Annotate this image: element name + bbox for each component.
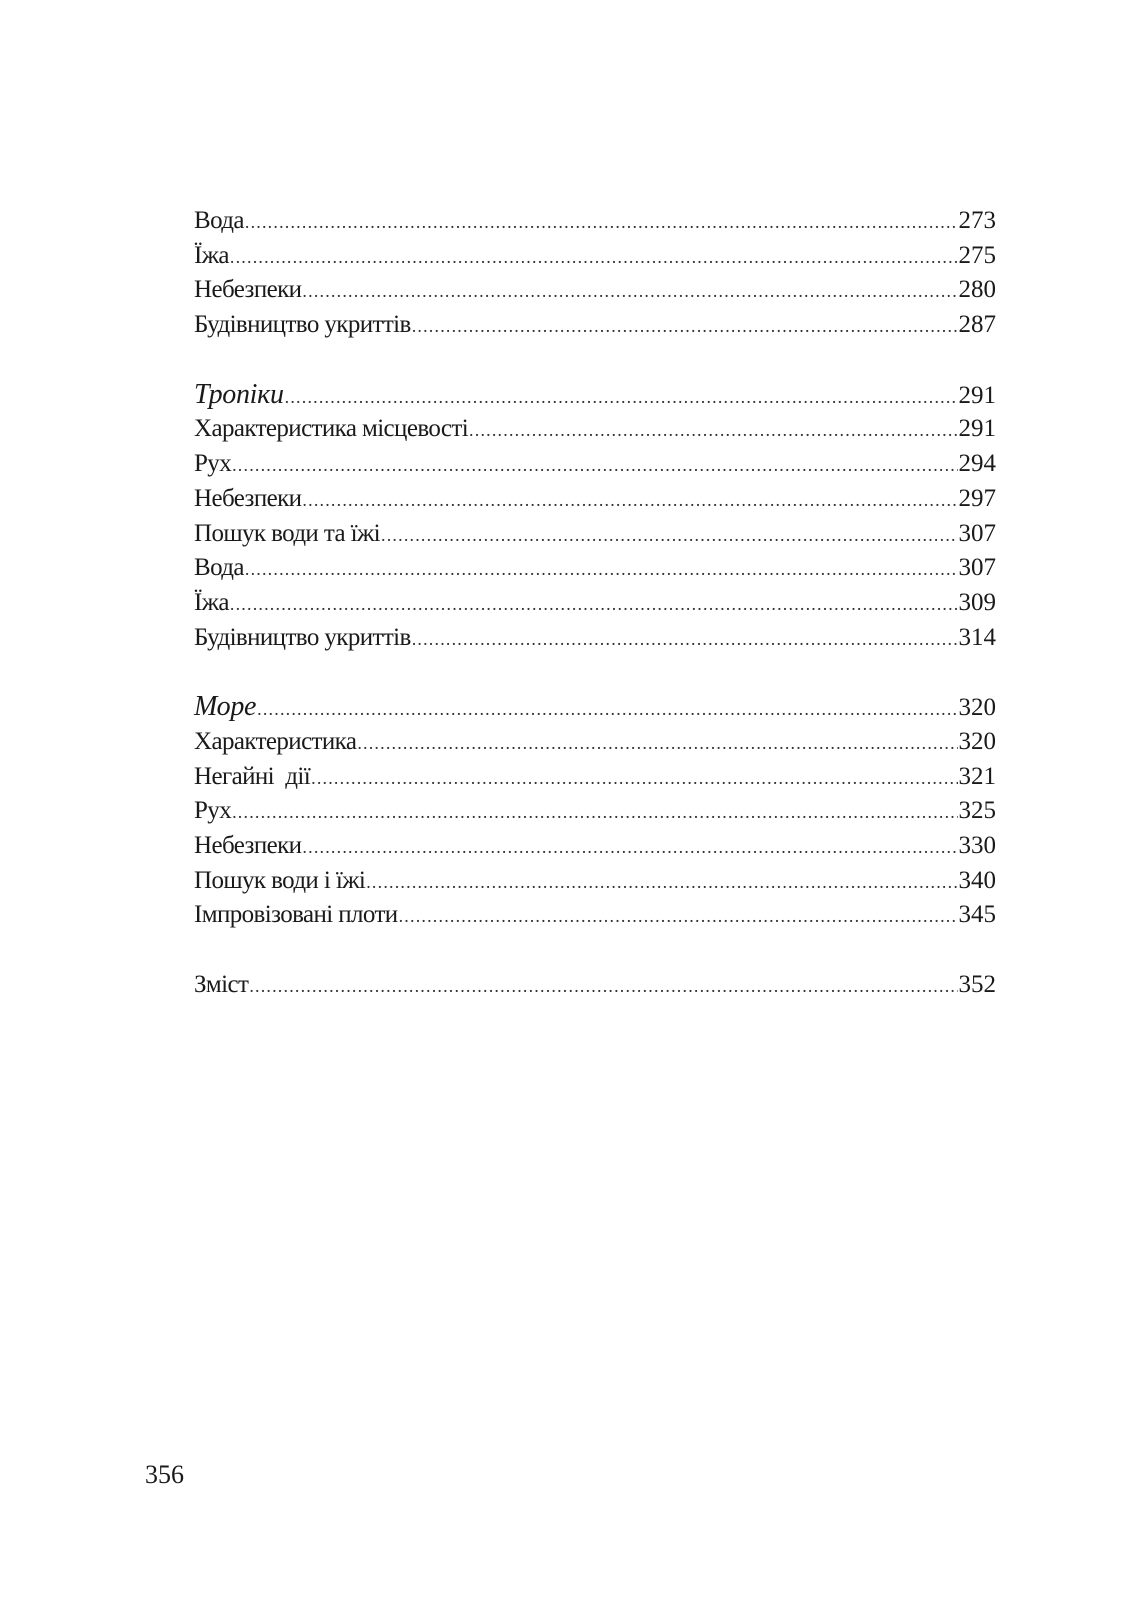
- dot-leader: [469, 413, 957, 448]
- dot-leader: [311, 761, 957, 796]
- toc-entry[interactable]: [194, 794, 996, 829]
- dot-leader: [412, 622, 958, 657]
- toc-entry-title: Будівництво укриттів: [194, 623, 411, 651]
- toc-entry-title: Негайні дії: [194, 762, 311, 790]
- dot-leader: [232, 795, 957, 830]
- toc-entry-page: 325: [958, 797, 996, 825]
- toc-entry-page: 320: [958, 727, 996, 755]
- toc-entry-title: Характеристика місцевості: [194, 415, 469, 443]
- toc-section-heading[interactable]: [194, 378, 996, 413]
- toc-entry-title: Рух: [194, 450, 232, 478]
- toc-entry-page: 330: [958, 832, 996, 859]
- toc-entry-page: 291: [958, 415, 996, 443]
- toc-entry[interactable]: [194, 586, 996, 621]
- dot-leader: [230, 587, 958, 622]
- toc-entry[interactable]: [194, 412, 996, 447]
- dot-leader: [381, 518, 957, 553]
- toc-entry[interactable]: [194, 829, 996, 864]
- toc-entry[interactable]: [194, 482, 996, 517]
- toc-entry-page: 345: [958, 901, 996, 929]
- toc-entry-page: 280: [958, 276, 996, 304]
- toc-group-tropics: [194, 378, 996, 656]
- toc-entry-page: 307: [958, 554, 996, 582]
- toc-entry-page: 297: [958, 484, 996, 512]
- toc-entry[interactable]: [194, 968, 996, 1003]
- dot-leader: [249, 969, 957, 1004]
- toc-heading-page: 291: [958, 381, 996, 409]
- toc-entry[interactable]: [194, 239, 996, 274]
- toc-entry[interactable]: [194, 273, 996, 308]
- dot-leader: [257, 692, 957, 727]
- toc-entry-page: 321: [958, 762, 996, 790]
- toc-entry[interactable]: [194, 308, 996, 343]
- dot-leader: [412, 309, 958, 344]
- dot-leader: [357, 726, 957, 761]
- toc-group-sea: [194, 690, 996, 933]
- toc-entry-page: 275: [958, 241, 996, 269]
- toc-entry-title: Зміст: [194, 971, 249, 999]
- table-of-contents: [194, 204, 996, 1038]
- dot-leader: [399, 899, 958, 934]
- toc-heading-title: Море: [194, 691, 257, 723]
- dot-leader: [245, 205, 958, 240]
- toc-entry[interactable]: [194, 551, 996, 586]
- toc-entry-title: Їжа: [194, 241, 229, 269]
- toc-heading-page: 320: [958, 694, 996, 722]
- toc-entry-title: Вода: [194, 207, 244, 234]
- toc-entry-title: Пошук води і їжі: [194, 866, 366, 894]
- toc-entry-title: Вода: [194, 554, 244, 582]
- toc-entry-page: 294: [958, 450, 996, 478]
- toc-entry-page: 352: [958, 971, 996, 999]
- toc-group-contents: [194, 968, 996, 1003]
- toc-group-continued: [194, 204, 996, 343]
- toc-section-heading[interactable]: [194, 690, 996, 725]
- toc-entry[interactable]: [194, 621, 996, 656]
- toc-entry[interactable]: [194, 864, 996, 899]
- toc-entry-title: Пошук води та їжі: [194, 519, 381, 547]
- dot-leader: [230, 240, 958, 275]
- dot-leader: [302, 274, 957, 309]
- toc-entry-title: Їжа: [194, 588, 229, 616]
- toc-entry-page: 340: [958, 866, 996, 894]
- toc-entry[interactable]: [194, 517, 996, 552]
- toc-entry-page: 287: [958, 311, 996, 339]
- toc-entry-title: Небезпеки: [194, 276, 302, 304]
- toc-entry-title: Рух: [194, 797, 232, 825]
- toc-entry-page: 309: [958, 588, 996, 616]
- page-number: 356: [145, 1460, 184, 1489]
- toc-entry-title: Небезпеки: [194, 484, 302, 512]
- toc-entry-title: Небезпеки: [194, 832, 302, 859]
- toc-entry-page: 273: [958, 207, 996, 234]
- toc-entry-title: Імпровізовані плоти: [194, 901, 398, 929]
- dot-leader: [302, 483, 957, 518]
- toc-entry-title: Характеристика: [194, 727, 357, 755]
- toc-heading-title: Тропіки: [194, 378, 284, 410]
- toc-entry[interactable]: [194, 760, 996, 795]
- dot-leader: [366, 865, 957, 900]
- toc-entry-page: 314: [958, 623, 996, 651]
- dot-leader: [302, 830, 957, 865]
- toc-entry-page: 307: [958, 519, 996, 547]
- dot-leader: [245, 552, 958, 587]
- toc-entry[interactable]: [194, 447, 996, 482]
- toc-entry[interactable]: [194, 725, 996, 760]
- toc-entry-title: Будівництво укриттів: [194, 311, 411, 339]
- toc-entry[interactable]: [194, 204, 996, 239]
- toc-entry[interactable]: [194, 898, 996, 933]
- dot-leader: [232, 448, 957, 483]
- dot-leader: [285, 380, 958, 415]
